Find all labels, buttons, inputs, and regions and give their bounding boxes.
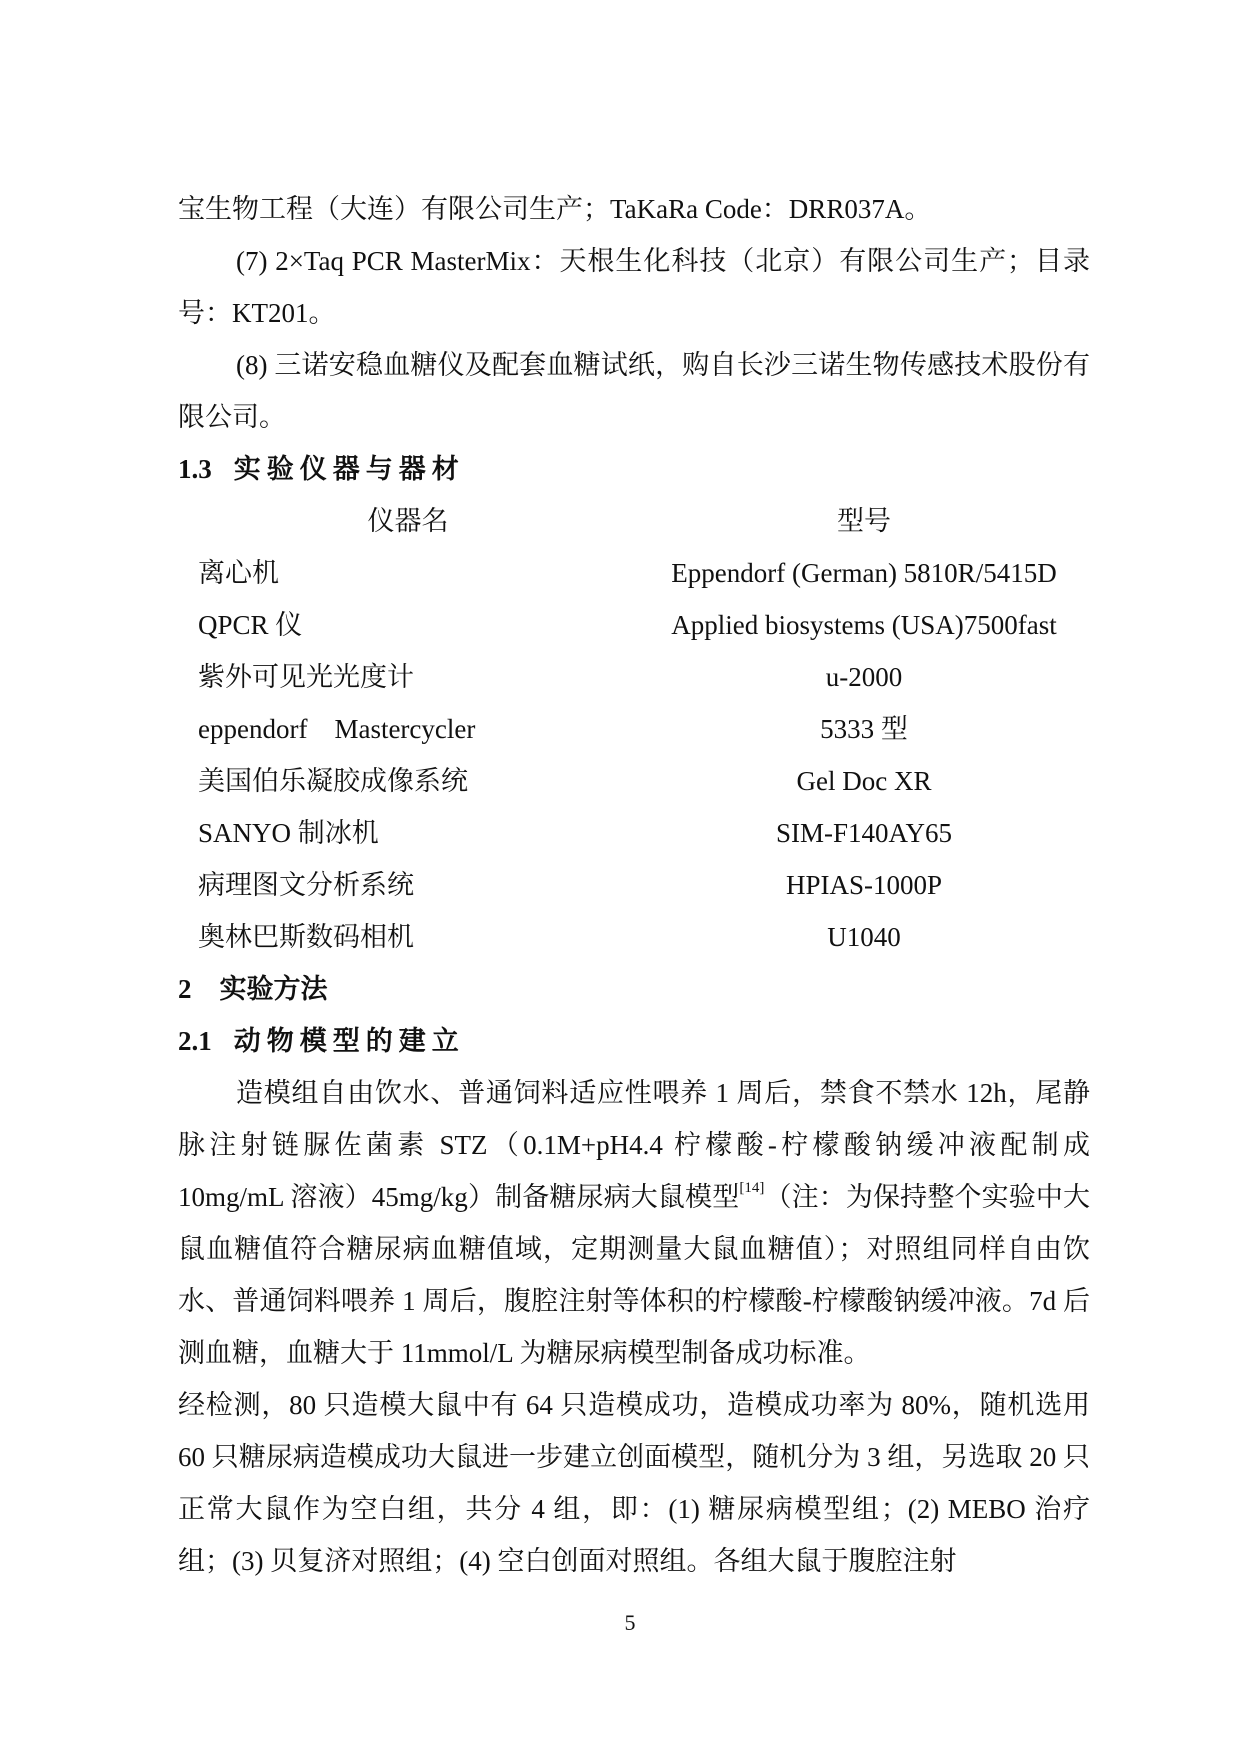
table-row — [178, 651, 1090, 703]
section-title: 实验方法 — [219, 974, 328, 1004]
instrument-table — [178, 495, 1090, 963]
instrument-model: u-2000 — [825, 662, 903, 692]
section-heading-2-1 — [178, 1015, 1090, 1067]
body-text — [178, 183, 1090, 1587]
paragraph-continuation: 宝生物工程（大连）有限公司生产；TaKaRa Code：DRR037A。 — [178, 194, 932, 224]
column-header-model: 型号 — [837, 506, 891, 536]
instrument-model: Gel Doc XR — [796, 766, 932, 796]
section-number: 2.1 — [178, 1026, 212, 1056]
section-heading-2 — [178, 963, 1090, 1015]
instrument-model: Eppendorf (German) 5810R/5415D — [671, 558, 1057, 588]
instrument-name: 病理图文分析系统 — [198, 870, 414, 900]
instrument-name: QPCR 仪 — [198, 610, 303, 640]
instrument-name: eppendorf Mastercycler — [198, 714, 476, 744]
page-number: 5 — [624, 1610, 636, 1635]
instrument-name: SANYO 制冰机 — [198, 818, 379, 848]
instrument-model: 5333 型 — [820, 714, 908, 744]
citation-reference: [14] — [739, 1180, 765, 1196]
paragraph-text: （注：为保持整个实验中大鼠血糖值符合糖尿病血糖值域，定期测量大鼠血糖值）；对照组同样自由饮水、普通饲料喂养 1 周后，腹腔注射等体积的柠檬酸-柠檬酸钠缓冲液。7d 后测血糖，血糖大于 11mmol/L 为糖尿病模型制备成功标准。 — [178, 1182, 1091, 1368]
section-number: 1.3 — [178, 454, 212, 484]
instrument-model: Applied biosystems (USA)7500fast — [671, 610, 1057, 640]
table-header-row — [178, 495, 1090, 547]
instrument-model: SIM-F140AY65 — [775, 818, 953, 848]
instrument-name: 离心机 — [198, 558, 279, 588]
paragraph-results: 经检测，80 只造模大鼠中有 64 只造模成功，造模成功率为 80%，随机选用 60 只糖尿病造模成功大鼠进一步建立创面模型，随机分为 3 组，另选取 20 只正常大鼠作为空白组，共分 4 组，即：(1) 糖尿病模型组；(2) MEBO 治疗组；(3) 贝复济对照组；(4) 空白创面对照组。各组大鼠于腹腔注射 — [178, 1390, 1090, 1576]
table-row — [178, 599, 1090, 651]
paragraph-animal-model — [178, 1067, 1090, 1379]
section-title: 实验仪器与器材 — [233, 454, 465, 484]
instrument-name: 美国伯乐凝胶成像系统 — [198, 766, 468, 796]
paragraph-item-7: (7) 2×Taq PCR MasterMix：天根生化科技（北京）有限公司生产；目录号：KT201。 — [178, 246, 1090, 328]
table-row — [178, 911, 1090, 963]
table-row — [178, 859, 1090, 911]
section-title: 动物模型的建立 — [233, 1026, 465, 1056]
instrument-name: 紫外可见光光度计 — [198, 662, 414, 692]
table-row — [178, 703, 1090, 755]
table-row — [178, 547, 1090, 599]
paragraph-text: 造模组自由饮水、普通饲料适应性喂养 1 周后，禁食不禁水 12h，尾静脉注射链脲佐菌素 STZ（0.1M+pH4.4 柠檬酸-柠檬酸钠缓冲液配制成 10mg/mL 溶液）45mg/kg）制备糖尿病大鼠模型 — [178, 1078, 1090, 1212]
instrument-model: HPIAS-1000P — [785, 870, 943, 900]
table-row — [178, 807, 1090, 859]
instrument-model: U1040 — [827, 922, 901, 952]
section-heading-1-3 — [178, 443, 1090, 495]
instrument-name: 奥林巴斯数码相机 — [198, 922, 414, 952]
paragraph-item-8: (8) 三诺安稳血糖仪及配套血糖试纸，购自长沙三诺生物传感技术股份有限公司。 — [178, 350, 1090, 432]
column-header-name: 仪器名 — [367, 506, 449, 536]
section-number: 2 — [178, 974, 192, 1004]
table-row — [178, 755, 1090, 807]
